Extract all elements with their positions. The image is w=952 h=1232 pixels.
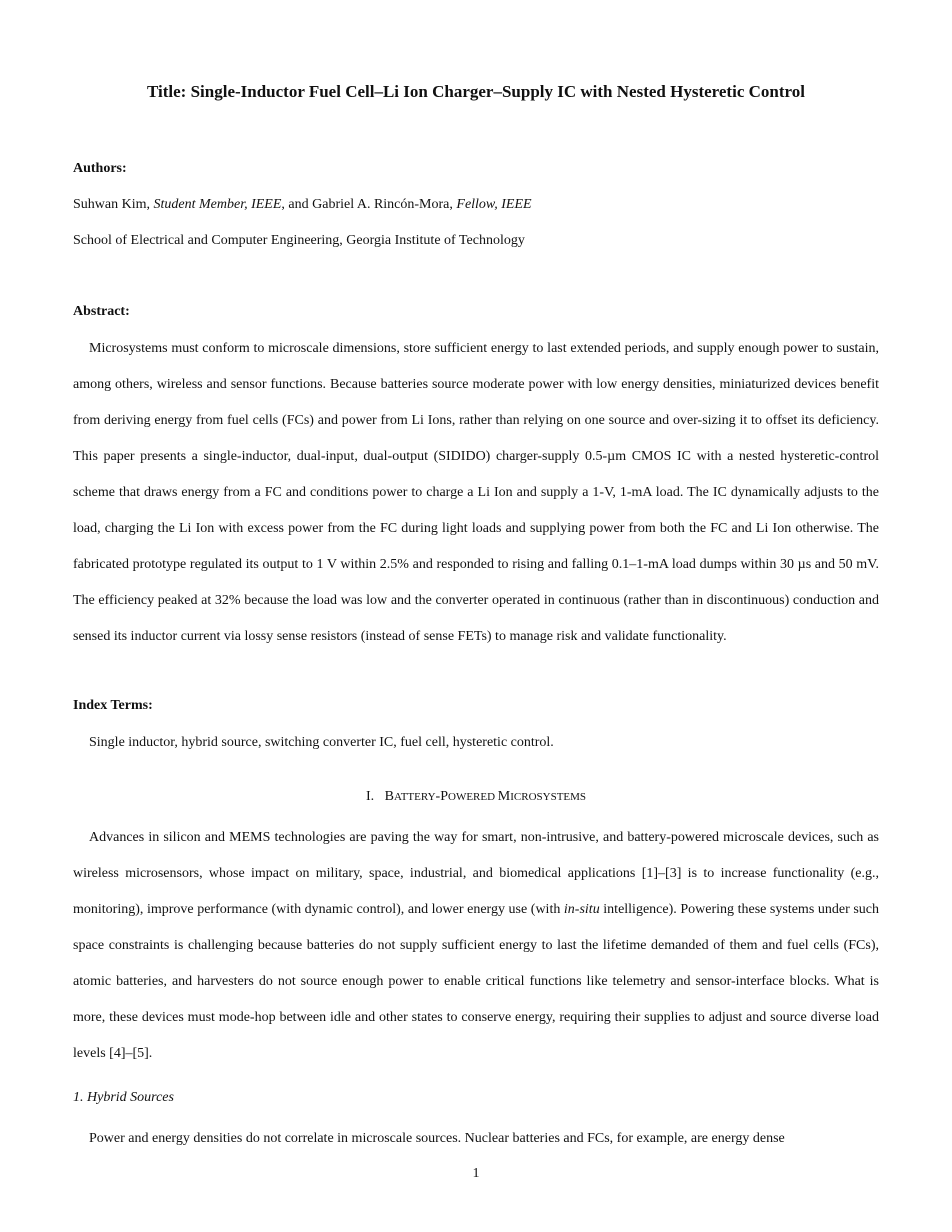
paragraph-2 [73,1121,879,1157]
abstract-text: Microsystems must conform to microscale dimensions, store sufficient energy to last extended periods, and supply enough power to sustain, among others, wireless and sensor functions. Because batteries source moderate power with low energy densities, miniaturized devices benefit from deriving energy from fuel cells (FCs) and power from Li Ions, rather than relying on one source and over-sizing it to offset its deficiency. This paper presents a single-inductor, dual-input, dual-output (SIDIDO) charger-supply 0.5-µm CMOS IC with a nested hysteretic-control scheme that draws energy from a FC and conditions power to charge a Li Ion and supply a 1-V, 1-mA load. The IC dynamically adjusts to the load, charging the Li Ion with excess power from the FC during light loads and supplying power from both the FC and Li Ion otherwise. The fabricated prototype regulated its output to 1 V within 2.5% and responded to rising and falling 0.1–1-mA load dumps within 30 µs and 50 mV. The efficiency peaked at 32% because the load was low and the converter operated in continuous (rather than in discontinuous) conduction and sensed its inductor current via lossy sense resistors (instead of sense FETs) to manage risk and validate functionality. [73,341,879,644]
author-role-2: Fellow, IEEE [456,197,532,212]
abstract-heading: Abstract: [73,304,130,319]
section-cap-1: B [384,789,394,804]
paragraph-1-text-a: Advances in silicon and MEMS technologies are paving the way for smart, non-intrusive, and battery-powered microscale devices, such as wireless microsensors, whose impact on military, space, industrial, and biomedical applications [1]–[3] is to increase functionality (e.g., monitoring), improve performance (with dynamic control), and lower energy use (with [73,830,879,917]
index-terms-text: Single inductor, hybrid source, switching converter IC, fuel cell, hysteretic control. [89,735,554,750]
section-number: I. [365,789,375,804]
section-cap-3: M [497,789,511,804]
paragraph-1-text-b: intelligence). Powering these systems under such space constraints is challenging because batteries do not supply sufficient energy to last the lifetime demanded of them and fuel cells (FCs), atomic batteries, and harvesters do not source enough power to enable critical functions like telemetry and sensor-interface blocks. What is more, these devices must mode-hop between idle and other states to conserve energy, requiring their supplies to adjust and source diverse load levels [4]–[5]. [73,902,879,1061]
authors-line [73,195,532,215]
paragraph-1-italic: in-situ [563,902,600,917]
section-smallcaps-3: ICROSYSTEMS [510,791,587,803]
section-smallcaps-1: ATTERY [393,791,436,803]
section-cap-2: P [440,789,448,804]
authors-heading: Authors: [73,161,127,176]
affiliation: School of Electrical and Computer Engineering, Georgia Institute of Technology [73,233,525,248]
section-dash: - [435,789,441,804]
section-heading-1 [0,787,952,807]
author-role-1: Student Member, IEEE [153,197,282,212]
subsection-heading: 1. Hybrid Sources [73,1090,174,1105]
paragraph-2-text: Power and energy densities do not correlate in microscale sources. Nuclear batteries and FCs, for example, are energy dense [89,1131,785,1146]
index-terms-heading: Index Terms: [73,698,153,713]
abstract-body [73,331,879,655]
page-number: 1 [472,1166,480,1181]
author-join: , and Gabriel A. Rincón-Mora, [281,197,457,212]
section-smallcaps-2: OWERED [448,791,498,803]
author-name-1: Suhwan Kim, [73,197,154,212]
paragraph-1 [73,820,879,1072]
paper-title: Title: Single-Inductor Fuel Cell–Li Ion Charger–Supply IC with Nested Hysteretic Control [147,82,805,101]
